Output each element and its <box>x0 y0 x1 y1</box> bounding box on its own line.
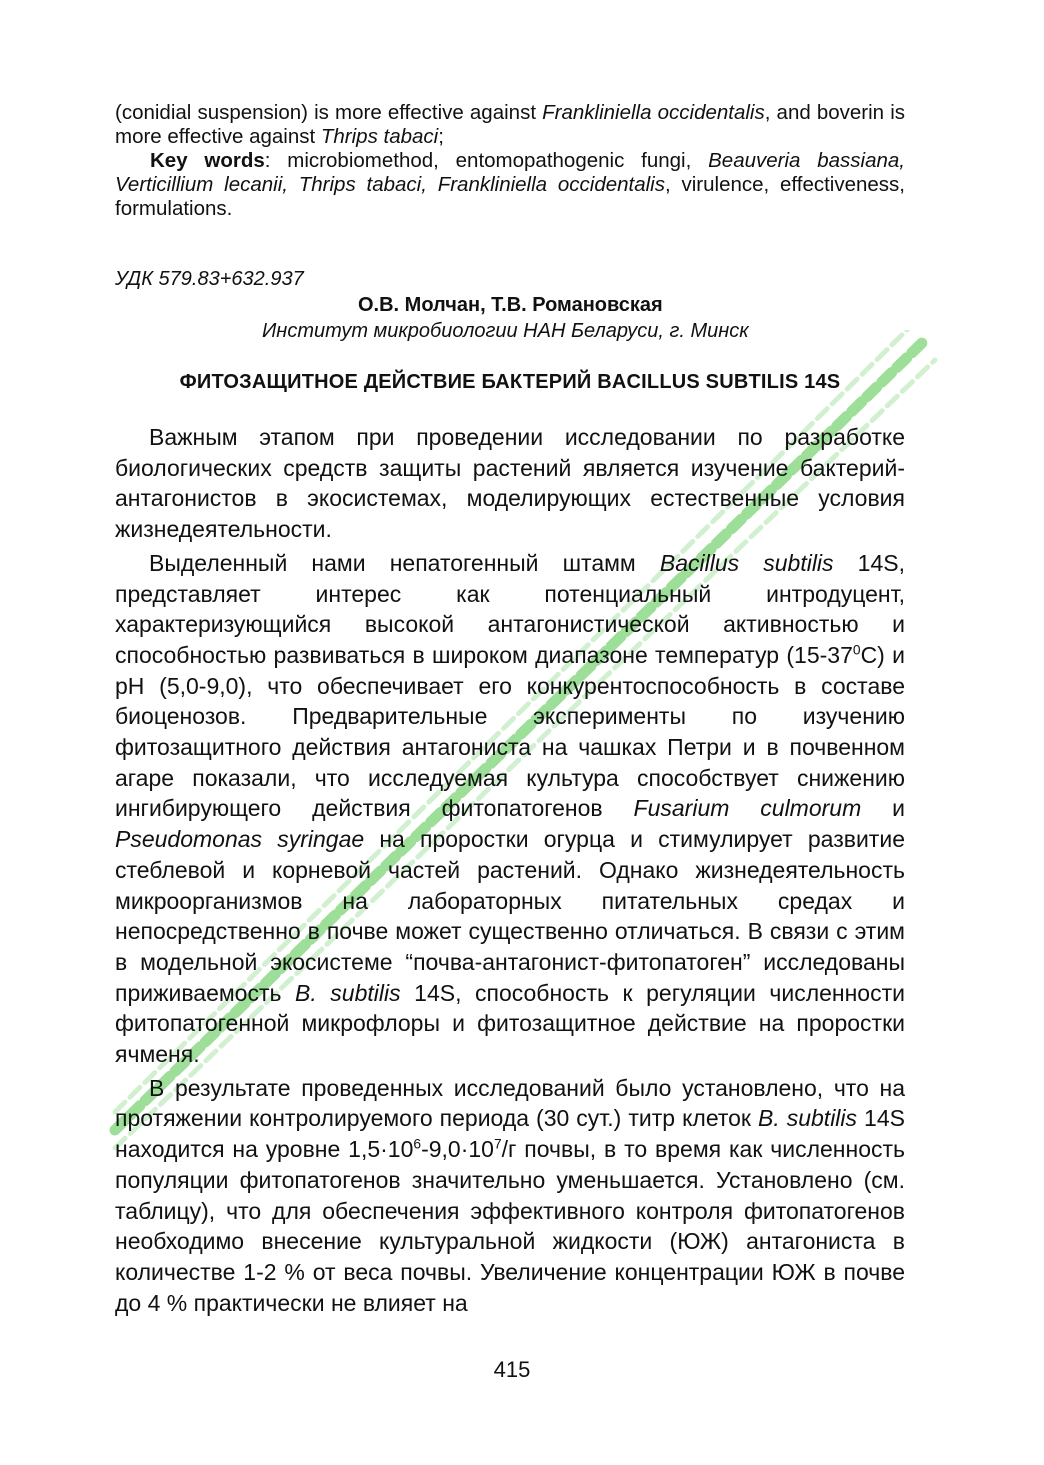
article-body <box>115 422 905 1321</box>
abstract-fragment <box>115 101 905 221</box>
paragraph: В результате проведенных исследований было установлено, что на протяжении контролируемого периода (30 сут.) титр клеток B. subtilis 14S находится на уровне $1,5\cdot 10^6-9,0\cdot 10^7/г$ почвы, в то время как численность популяции фитопатогенов значительно уменьшается. Установлено (см. таблицу), что для обеспечения эффективного контроля фитопатогенов необходимо внесение культуральной жидкости (ЮЖ) антагониста в количестве 1-2 % от веса почвы. Увеличение концентрации ЮЖ в почве до 4 % практически не влияет на <box>115 1074 906 1316</box>
abstract-text: (conidial suspension) is more effective against Frankliniella occidentalis, and boverin is more effective against Thrips tabaci; <box>115 101 905 148</box>
udc-code: УДК 579.83+632.937 <box>115 268 304 290</box>
keywords: Key words: microbiomethod, entomopathogenic fungi, Beauveria bassiana, Verticillium lecanii, Thrips tabaci, Frankliniella occidentalis, virulence, effectiveness, formulations. <box>115 149 906 220</box>
paragraph: Важным этапом при проведении исследовании по разработке биологических средств защиты растений является изучение бактерий-антагонистов в экосистемах, моделирующих естественные условия жизнедеятельности. <box>115 424 905 543</box>
page-number: 415 <box>493 1357 531 1382</box>
article-title: ФИТОЗАЩИТНОЕ ДЕЙСТВИЕ БАКТЕРИЙ BACILLUS SUBTILIS 14S <box>179 371 841 393</box>
paragraph: Выделенный нами непатогенный штамм Bacillus subtilis 14S, представляет интерес как потенциальный интродуцент, характеризующийся высокой антагонистической активностью и способностью развиваться в широком диапазоне температур $(15-37^0С)$ и рН (5,0-9,0), что обеспечивает его конкурентоспособность в составе биоценозов. Предварительные эксперименты по изучению фитозащитного действия антагониста на чашках Петри и в почвенном агаре показали, что исследуемая культура способствует снижению ингибирующего действия фитопатогенов Fusarium culmorum и Pseudomonas syringae на проростки огурца и стимулирует развитие стеблевой и корневой частей растений. Однако жизнедеятельность микроорганизмов на лабораторных питательных средах и непосредственно в почве может существенно отличаться. В связи с этим в модельной экосистеме “почва-антагонист-фитопатоген” исследованы приживаемость B. subtilis 14S, способность к регуляции численности фитопатогенной микрофлоры и фитозащитное действие на проростки ячменя. <box>115 549 905 1068</box>
authors: О.В. Молчан, Т.В. Романовская <box>358 294 663 316</box>
affiliation: Институт микробиологии НАН Беларуси, г. Минск <box>262 320 749 342</box>
